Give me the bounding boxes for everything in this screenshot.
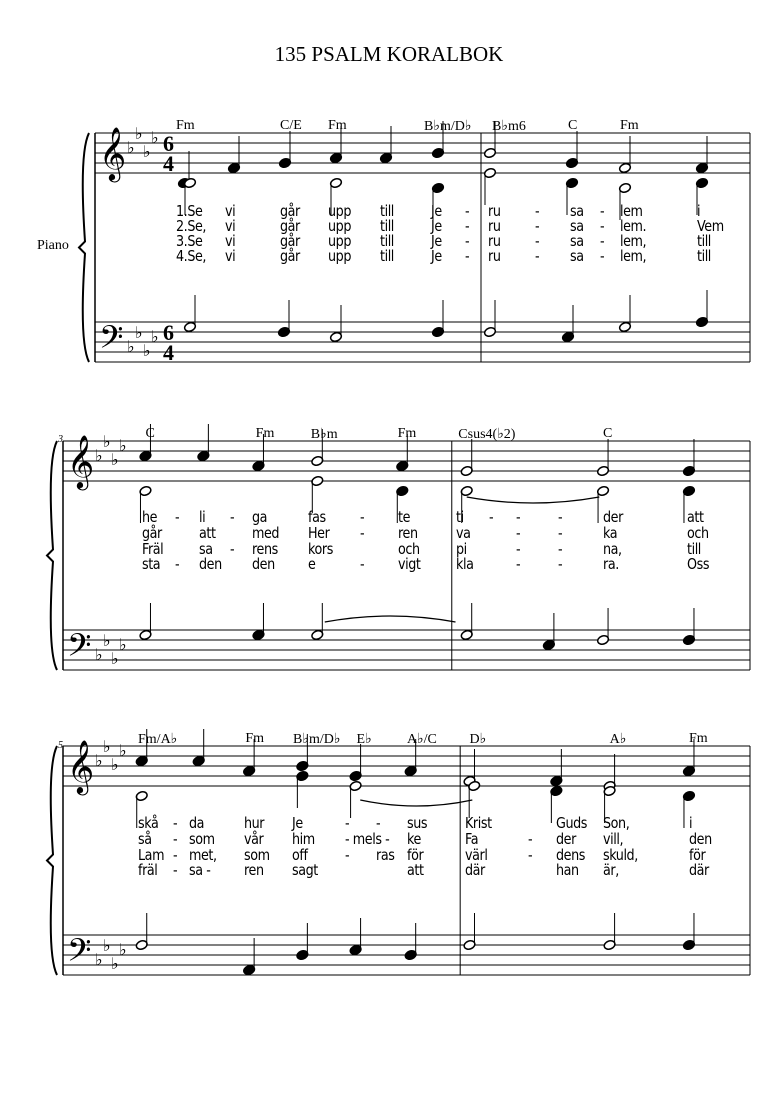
lyric-syllable: han bbox=[556, 861, 580, 879]
score-title: 135 PSALM KORALBOK bbox=[274, 42, 504, 66]
lyric-syllable: lem. bbox=[620, 217, 647, 235]
lyric-syllable: ren bbox=[397, 524, 418, 542]
lyric-syllable: och bbox=[397, 540, 420, 558]
lyric-syllable: dens bbox=[556, 846, 586, 864]
flat-icon: ♭ bbox=[143, 341, 151, 360]
time-signature-top: 6 bbox=[163, 320, 174, 345]
lyric-syllable: Krist bbox=[464, 814, 492, 832]
lyric-syllable: lem, bbox=[620, 232, 647, 250]
lyric-syllable: skuld, bbox=[603, 846, 638, 864]
lyric-syllable: Je bbox=[431, 202, 442, 220]
lyric-syllable: Vem bbox=[697, 217, 724, 235]
lyric-syllable: vår bbox=[243, 830, 263, 848]
lyric-syllable: - bbox=[173, 830, 178, 848]
lyric-syllable: - bbox=[345, 814, 350, 832]
time-signature-bottom: 4 bbox=[163, 151, 174, 176]
lyric-syllable: ras bbox=[376, 846, 395, 864]
lyric-syllable: Je bbox=[431, 232, 442, 250]
bass-clef-icon: 𝄢 bbox=[99, 319, 124, 363]
lyric-syllable: hur bbox=[243, 814, 264, 832]
lyric-syllable: - bbox=[229, 508, 234, 526]
brace bbox=[79, 133, 89, 362]
lyric-syllable: 2.Se, bbox=[176, 217, 207, 235]
lyric-syllable: sta bbox=[141, 555, 160, 573]
tie bbox=[467, 497, 600, 503]
lyric-syllable: ren bbox=[243, 861, 264, 879]
lyric-syllable: - bbox=[600, 232, 605, 250]
lyric-syllable: fräl bbox=[138, 861, 158, 879]
flat-icon: ♭ bbox=[119, 940, 127, 959]
chord-symbol: B♭m bbox=[310, 427, 338, 442]
chord-symbol: Csus4(♭2) bbox=[458, 427, 516, 442]
lyric-syllable: - bbox=[173, 814, 178, 832]
lyric-syllable: - bbox=[175, 555, 180, 573]
lyric-syllable: - bbox=[489, 508, 494, 526]
lyric-syllable: Son, bbox=[603, 814, 630, 832]
lyric-syllable: som bbox=[243, 846, 270, 864]
lyric-syllable: 3.Se bbox=[176, 232, 203, 250]
lyric-syllable: - bbox=[360, 555, 365, 573]
lyric-syllable: sa bbox=[198, 540, 213, 558]
flat-icon: ♭ bbox=[119, 741, 127, 760]
lyric-syllable: - bbox=[516, 524, 521, 542]
flat-icon: ♭ bbox=[119, 635, 127, 654]
lyric-syllable: vi bbox=[225, 217, 236, 235]
chord-symbol: Fm bbox=[688, 731, 708, 746]
lyric-syllable: går bbox=[141, 524, 162, 542]
lyric-syllable: Oss bbox=[687, 555, 710, 573]
lyric-syllable: 1.Se bbox=[176, 202, 203, 220]
chord-symbol: A♭ bbox=[609, 732, 627, 747]
lyric-syllable: fas bbox=[307, 508, 326, 526]
time-signature-bottom: 4 bbox=[163, 340, 174, 365]
lyric-syllable: som bbox=[189, 830, 215, 848]
lyric-syllable: med bbox=[251, 524, 280, 542]
lyric-syllable: sa bbox=[570, 202, 584, 220]
lyric-syllable: 4.Se, bbox=[176, 247, 207, 265]
lyric-syllable: ru bbox=[488, 217, 501, 235]
lyric-syllable: ra. bbox=[603, 555, 619, 573]
treble-clef-icon: 𝄞 bbox=[67, 434, 95, 488]
flat-icon: ♭ bbox=[95, 950, 103, 969]
lyric-syllable: den bbox=[198, 555, 222, 573]
lyric-syllable: Je bbox=[292, 814, 303, 832]
lyric-syllable: till bbox=[380, 232, 394, 250]
lyric-syllable: - bbox=[345, 846, 350, 864]
lyric-syllable: - bbox=[528, 846, 533, 864]
tie bbox=[325, 616, 456, 622]
lyric-syllable: - bbox=[516, 555, 521, 573]
lyric-syllable: - bbox=[535, 202, 540, 220]
lyric-syllable: - bbox=[535, 247, 540, 265]
chord-symbol: Fm bbox=[620, 118, 639, 133]
chord-symbol: Fm bbox=[176, 118, 195, 133]
lyric-syllable: rens bbox=[251, 540, 278, 558]
lyric-syllable: - bbox=[600, 202, 605, 220]
chord-symbol: C bbox=[145, 426, 155, 441]
lyric-syllable: e bbox=[307, 555, 316, 573]
lyric-syllable: går bbox=[280, 202, 300, 220]
lyric-syllable: - bbox=[558, 524, 563, 542]
lyric-syllable: - bbox=[558, 555, 563, 573]
lyric-syllable: går bbox=[280, 232, 300, 250]
lyric-syllable: - bbox=[229, 540, 234, 558]
flat-icon: ♭ bbox=[95, 446, 103, 465]
lyric-syllable: ka bbox=[603, 524, 618, 542]
chord-symbol: Fm bbox=[397, 426, 417, 441]
bass-clef-icon: 𝄢 bbox=[67, 932, 92, 976]
measure-number: 5 bbox=[58, 740, 63, 751]
flat-icon: ♭ bbox=[103, 432, 111, 451]
lyric-syllable: är, bbox=[603, 861, 619, 879]
flat-icon: ♭ bbox=[127, 138, 135, 157]
lyric-syllable: till bbox=[697, 247, 711, 265]
lyric-syllable: Fa bbox=[464, 830, 478, 848]
chord-symbol: Fm/A♭ bbox=[138, 732, 178, 747]
lyric-syllable: Her bbox=[307, 524, 330, 542]
chord-symbol: B♭m/D♭ bbox=[293, 732, 341, 747]
lyric-syllable: - bbox=[173, 861, 178, 879]
lyric-syllable: upp bbox=[328, 247, 352, 265]
lyric-syllable: ru bbox=[488, 202, 501, 220]
lyric-syllable: - bbox=[516, 540, 521, 558]
lyric-syllable: Je bbox=[431, 217, 442, 235]
lyric-syllable: - bbox=[516, 508, 521, 526]
lyric-syllable: där bbox=[688, 861, 709, 879]
lyric-syllable: går bbox=[280, 217, 300, 235]
lyric-syllable: te bbox=[397, 508, 410, 526]
lyric-syllable: pi bbox=[455, 540, 467, 558]
tie bbox=[360, 800, 472, 806]
lyric-syllable: att bbox=[406, 861, 424, 879]
lyric-syllable: sus bbox=[406, 814, 428, 832]
lyric-syllable: vi bbox=[225, 232, 236, 250]
lyric-syllable: där bbox=[464, 861, 485, 879]
flat-icon: ♭ bbox=[111, 649, 119, 668]
lyric-syllable: Fräl bbox=[141, 540, 164, 558]
lyric-syllable: sa bbox=[570, 232, 584, 250]
lyric-syllable: till bbox=[697, 232, 711, 250]
lyric-syllable: - bbox=[600, 247, 605, 265]
lyric-syllable: att bbox=[198, 524, 216, 542]
lyric-syllable: der bbox=[556, 830, 577, 848]
flat-icon: ♭ bbox=[151, 327, 159, 346]
lyric-syllable: - bbox=[376, 814, 381, 832]
flat-icon: ♭ bbox=[135, 323, 143, 342]
lyric-syllable: him bbox=[292, 830, 315, 848]
flat-icon: ♭ bbox=[127, 337, 135, 356]
flat-icon: ♭ bbox=[143, 142, 151, 161]
lyric-syllable: och bbox=[687, 524, 709, 542]
flat-icon: ♭ bbox=[95, 751, 103, 770]
lyric-syllable: ga bbox=[251, 508, 267, 526]
lyric-syllable: upp bbox=[328, 232, 352, 250]
brace bbox=[47, 746, 57, 975]
chord-symbol: Fm bbox=[245, 731, 265, 746]
lyric-syllable: upp bbox=[328, 217, 352, 235]
lyric-syllable: - bbox=[465, 247, 470, 265]
brace bbox=[47, 441, 57, 670]
lyric-syllable: met, bbox=[189, 846, 217, 864]
chord-symbol: A♭/C bbox=[406, 732, 437, 747]
flat-icon: ♭ bbox=[151, 128, 159, 147]
lyric-syllable: - bbox=[360, 524, 365, 542]
lyric-syllable: da bbox=[189, 814, 205, 832]
lyric-syllable: - bbox=[535, 217, 540, 235]
lyric-syllable: lem, bbox=[620, 247, 647, 265]
time-signature-top: 6 bbox=[163, 131, 174, 156]
flat-icon: ♭ bbox=[111, 954, 119, 973]
flat-icon: ♭ bbox=[103, 737, 111, 756]
lyric-syllable: sa - bbox=[189, 861, 211, 879]
lyric-syllable: ru bbox=[488, 247, 501, 265]
lyric-syllable: för bbox=[688, 846, 706, 864]
lyric-syllable: - mels - bbox=[345, 830, 390, 848]
lyric-syllable: - bbox=[558, 508, 563, 526]
lyric-syllable: - bbox=[173, 846, 178, 864]
chord-symbol: C bbox=[568, 118, 578, 133]
lyric-syllable: i bbox=[697, 202, 701, 220]
lyric-syllable: sa bbox=[570, 217, 584, 235]
treble-clef-icon: 𝄞 bbox=[99, 126, 127, 180]
lyric-syllable: värl bbox=[464, 846, 488, 864]
lyric-syllable: li bbox=[198, 508, 205, 526]
chord-symbol: Fm bbox=[328, 118, 347, 133]
measure-number: 3 bbox=[58, 434, 63, 445]
lyric-syllable: kla bbox=[455, 555, 473, 573]
lyric-syllable: va bbox=[455, 524, 471, 542]
chord-symbol: B♭m/D♭ bbox=[424, 119, 472, 134]
chord-symbol: C bbox=[603, 426, 613, 441]
lyric-syllable: så bbox=[138, 830, 152, 848]
lyric-syllable: - bbox=[465, 232, 470, 250]
chord-symbol: C/E bbox=[280, 118, 302, 133]
flat-icon: ♭ bbox=[95, 645, 103, 664]
lyric-syllable: na, bbox=[603, 540, 622, 558]
lyric-syllable: vigt bbox=[397, 555, 421, 573]
lyric-syllable: - bbox=[465, 202, 470, 220]
chord-symbol: D♭ bbox=[469, 732, 487, 747]
lyric-syllable: ru bbox=[488, 232, 501, 250]
lyric-syllable: den bbox=[251, 555, 275, 573]
lyric-syllable: till bbox=[380, 217, 394, 235]
chord-symbol: Fm bbox=[255, 426, 275, 441]
lyric-syllable: - bbox=[465, 217, 470, 235]
instrument-label: Piano bbox=[37, 238, 69, 253]
lyric-syllable: för bbox=[406, 846, 424, 864]
lyric-syllable: upp bbox=[328, 202, 352, 220]
lyric-syllable: vi bbox=[225, 247, 236, 265]
bass-clef-icon: 𝄢 bbox=[67, 627, 92, 671]
lyric-syllable: off bbox=[292, 846, 308, 864]
lyric-syllable: Je bbox=[431, 247, 442, 265]
lyric-syllable: kors bbox=[307, 540, 333, 558]
lyric-syllable: sagt bbox=[292, 861, 318, 879]
lyric-syllable: he bbox=[141, 508, 157, 526]
lyric-syllable: sa bbox=[570, 247, 584, 265]
lyric-syllable: ke bbox=[406, 830, 421, 848]
lyric-syllable: - bbox=[175, 508, 180, 526]
flat-icon: ♭ bbox=[111, 755, 119, 774]
lyric-syllable: vill, bbox=[603, 830, 624, 848]
lyric-syllable: till bbox=[380, 247, 394, 265]
lyric-syllable: till bbox=[380, 202, 394, 220]
chord-symbol: B♭m6 bbox=[492, 119, 526, 134]
flat-icon: ♭ bbox=[111, 450, 119, 469]
lyric-syllable: - bbox=[558, 540, 563, 558]
flat-icon: ♭ bbox=[119, 436, 127, 455]
lyric-syllable: går bbox=[280, 247, 300, 265]
flat-icon: ♭ bbox=[135, 124, 143, 143]
lyric-syllable: skå bbox=[138, 814, 159, 832]
flat-icon: ♭ bbox=[103, 631, 111, 650]
lyric-syllable: den bbox=[688, 830, 712, 848]
chord-symbol: E♭ bbox=[356, 732, 372, 747]
lyric-syllable: - bbox=[528, 830, 533, 848]
lyric-syllable: der bbox=[603, 508, 623, 526]
lyric-syllable: - bbox=[360, 508, 365, 526]
lyric-syllable: lem bbox=[620, 202, 643, 220]
lyric-syllable: att bbox=[687, 508, 704, 526]
lyric-syllable: ti bbox=[455, 508, 464, 526]
treble-clef-icon: 𝄞 bbox=[67, 739, 95, 793]
lyric-syllable: - bbox=[600, 217, 605, 235]
lyric-syllable: vi bbox=[225, 202, 236, 220]
lyric-syllable: till bbox=[687, 540, 702, 558]
lyric-syllable: - bbox=[535, 232, 540, 250]
lyric-syllable: Guds bbox=[556, 814, 588, 832]
lyric-syllable: i bbox=[688, 814, 693, 832]
lyric-syllable: Lam bbox=[138, 846, 165, 864]
flat-icon: ♭ bbox=[103, 936, 111, 955]
